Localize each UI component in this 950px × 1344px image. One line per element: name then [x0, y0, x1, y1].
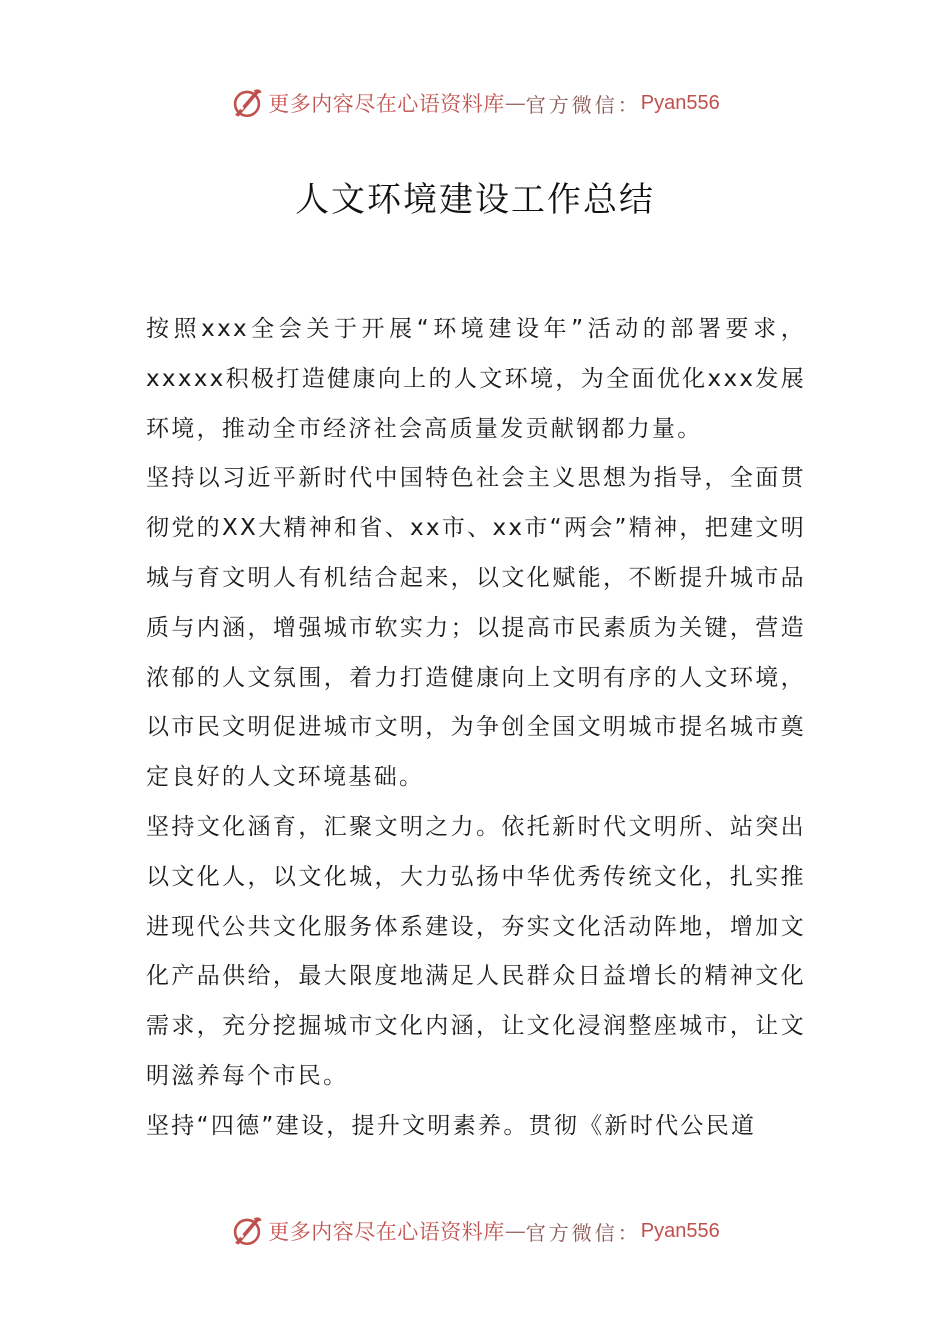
- paragraph: 坚持“四德”建设，提升文明素养。贯彻《新时代公民道: [146, 1112, 757, 1139]
- banner-separator: —: [504, 91, 526, 115]
- document-body: [146, 305, 806, 1152]
- document-title: 人文环境建设工作总结: [295, 180, 655, 220]
- banner-separator: —: [504, 1219, 526, 1243]
- banner-contact-label: 官方微信：: [525, 1220, 641, 1245]
- header-watermark-banner: [0, 83, 950, 123]
- quill-logo-icon: [230, 1214, 264, 1248]
- banner-slogan: 更多内容尽在心语资料库: [268, 92, 505, 116]
- paragraph: 坚持文化涵育，汇聚文明之力。依托新时代文明所、站突出以文化人，以文化城，大力弘扬中华优秀传统文化，扎实推进现代公共文化服务体系建设，夯实文化活动阵地，增加文化产品供给，最大限度地满足人民群众日益增长的精神文化需求，充分挖掘城市文化内涵，让文化浸润整座城市，让文明滋养每个市民。: [146, 813, 806, 1089]
- paragraph: 按照xxx全会关于开展“环境建设年”活动的部署要求，xxxxx积极打造健康向上的人文环境，为全面优化xxx发展环境，推动全市经济社会高质量发贡献钢都力量。: [146, 316, 806, 442]
- quill-logo-icon: [230, 86, 264, 120]
- footer-watermark-banner: [0, 1211, 950, 1251]
- banner-contact-label: 官方微信：: [525, 92, 641, 117]
- paragraph: 坚持以习近平新时代中国特色社会主义思想为指导，全面贯彻党的XX大精神和省、xx市、xx市“两会”精神，把建文明城与育文明人有机结合起来，以文化赋能，不断提升城市品质与内涵，增强城市软实力；以提高市民素质为关键，营造浓郁的人文氛围，着力打造健康向上文明有序的人文环境，以市民文明促进城市文明，为争创全国文明城市提名城市奠定良好的人文环境基础。: [146, 465, 806, 791]
- banner-wechat-id: Pyan556: [640, 91, 720, 114]
- banner-slogan: 更多内容尽在心语资料库: [268, 1220, 505, 1244]
- banner-wechat-id: Pyan556: [640, 1219, 720, 1242]
